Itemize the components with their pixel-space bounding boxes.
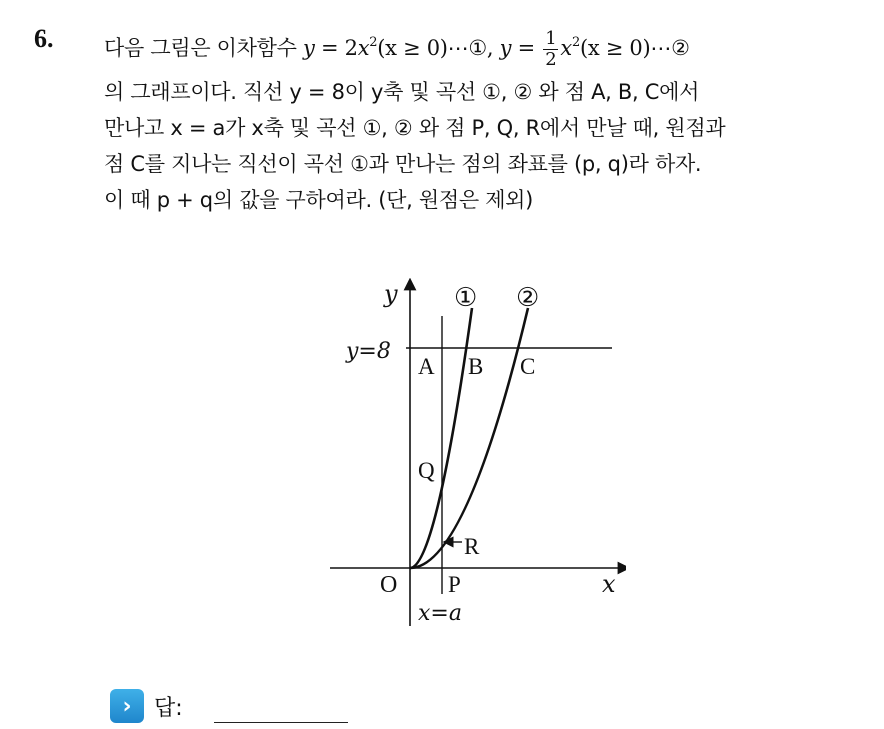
answer-row: [110, 688, 183, 724]
question-text: [104, 22, 874, 218]
function-1-lhs: y: [303, 36, 315, 60]
function-2-exponent: 2: [571, 35, 580, 50]
curve-1-tag: ①: [454, 283, 478, 313]
question-line-4: 점 C를 지나는 직선이 곡선 ①과 만나는 점의 좌표를 (p, q)라 하자.: [104, 152, 702, 176]
fraction-denominator: 2: [545, 48, 557, 70]
answer-label: 답:: [154, 695, 183, 721]
function-2-eq: =: [511, 36, 542, 60]
function-2-lhs: y: [499, 36, 512, 60]
curve-1: [410, 308, 472, 568]
function-1-tag: ⋯①,: [447, 36, 500, 60]
curve-2-tag: ②: [516, 283, 540, 313]
point-c-label: C: [520, 354, 536, 379]
function-2-var: x: [560, 36, 572, 60]
answer-blank[interactable]: [214, 722, 348, 723]
function-1-condition: (x ≥ 0): [377, 36, 448, 60]
point-p-label: P: [448, 572, 461, 597]
function-1-var: x: [357, 36, 370, 60]
question-line-1: [104, 22, 874, 74]
question-line-5: 이 때 p + q의 값을 구하여라. (단, 원점은 제외): [104, 188, 534, 212]
fraction-numerator: 1: [545, 27, 557, 49]
question-line-3: 만나고 x = a가 x축 및 곡선 ①, ② 와 점 P, Q, R에서 만날 때, 원점과: [104, 116, 726, 140]
y-axis-label: y: [384, 280, 398, 308]
function-1-exponent: 2: [369, 35, 378, 50]
line-y-8-label: y=8: [346, 339, 391, 364]
graph-figure: [326, 278, 626, 630]
x-axis-label: x: [602, 570, 616, 598]
point-a-label: A: [418, 354, 435, 379]
point-q-label: Q: [418, 458, 435, 483]
curve-2: [410, 308, 528, 568]
point-b-label: B: [468, 354, 484, 379]
point-r-label: R: [464, 534, 480, 559]
intro-text: 다음 그림은 이차함수: [104, 36, 303, 60]
function-1-eq: = 2: [314, 36, 358, 60]
function-2-condition: (x ≥ 0): [579, 36, 651, 60]
chevron-right-icon: ›: [110, 689, 144, 723]
origin-label: O: [380, 572, 398, 598]
question-line-2: 의 그래프이다. 직선 y = 8이 y축 및 곡선 ①, ② 와 점 A, B, C에서: [104, 80, 700, 104]
line-x-a-label: x=a: [418, 601, 462, 626]
function-2-tag: ⋯②: [650, 36, 690, 60]
question-number: 6.: [34, 24, 54, 53]
function-2-fraction: [543, 29, 558, 70]
